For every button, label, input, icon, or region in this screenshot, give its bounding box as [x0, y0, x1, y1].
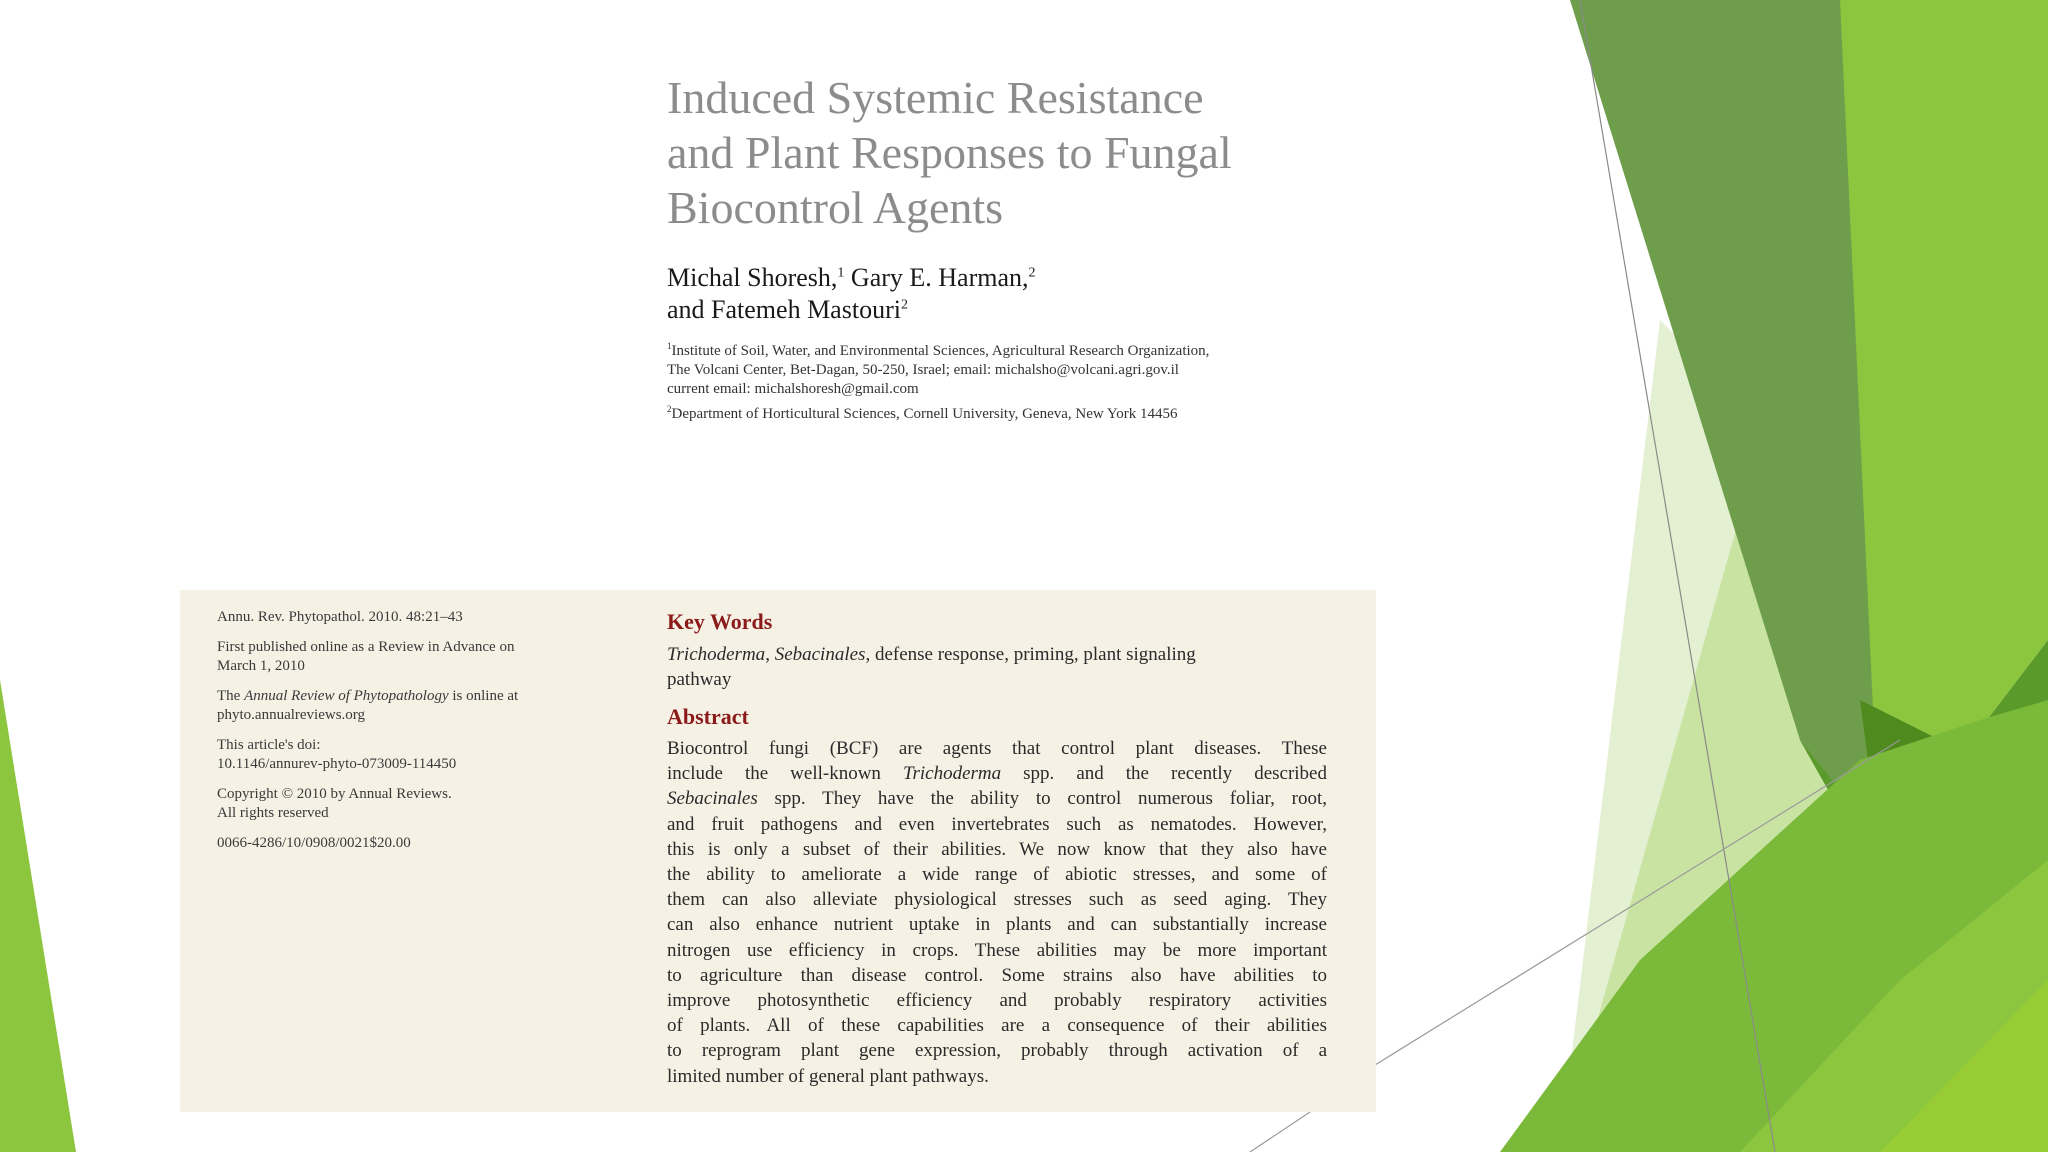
published-line: March 1, 2010 — [217, 658, 305, 674]
copyright-line: Copyright © 2010 by Annual Reviews. — [217, 786, 452, 802]
issn — [217, 834, 587, 853]
keyword-rest: , defense response, priming, plant signaling — [865, 644, 1196, 665]
abstract-heading: Abstract — [667, 704, 749, 729]
keyword: Trichoderma — [667, 644, 766, 665]
citation — [217, 608, 587, 627]
abstract-line: Biocontrol fungi (BCF) are agents that control plant diseases. These — [667, 738, 1327, 759]
abstract-taxon: Sebacinales — [667, 788, 758, 810]
author-affil-mark: 2 — [1028, 265, 1036, 281]
issn-text: 0066-4286/10/0908/0021$20.00 — [217, 835, 411, 851]
abstract-line: and fruit pathogens and even invertebrates such as nematodes. However, — [667, 813, 1327, 835]
abstract-line: them can also alleviate physiological stresses such as seed aging. They — [667, 889, 1327, 911]
author-affil-mark: 1 — [837, 265, 845, 281]
citation-text: Annu. Rev. Phytopathol. 2010. 48:21–43 — [217, 609, 463, 625]
author-line — [667, 294, 1367, 326]
title-line: Biocontrol Agents — [667, 182, 1004, 233]
abstract-line: to agriculture than disease control. Some strains also have abilities to — [667, 964, 1327, 986]
published-date — [217, 638, 587, 676]
title-line: Induced Systemic Resistance — [667, 72, 1204, 123]
doi-value: 10.1146/annurev-phyto-073009-114450 — [217, 756, 457, 772]
author-line — [667, 262, 1367, 294]
abstract-line — [667, 761, 1327, 786]
published-line: First published online as a Review in Advance on — [217, 639, 515, 655]
affiliation-text: Institute of Soil, Water, and Environmental Sciences, Agricultural Research Organization, — [671, 343, 1210, 359]
affiliation-1 — [667, 342, 1367, 399]
author-name: Gary E. Harman, — [844, 263, 1029, 292]
keywords-abstract-column — [667, 608, 1327, 1089]
author-list — [667, 262, 1367, 326]
online-post: is online at — [448, 688, 519, 704]
abstract-line: of plants. All of these capabilities are a consequence of their abilities — [667, 1015, 1327, 1037]
affiliation-line: current email: michalshoresh@gmail.com — [667, 381, 919, 397]
paper-title — [667, 70, 1387, 235]
affiliation-text: Department of Horticultural Sciences, Cornell University, Geneva, New York 14456 — [671, 406, 1178, 422]
affiliation-mark: 1 — [667, 341, 672, 351]
keywords-heading: Key Words — [667, 609, 773, 634]
abstract-fragment: spp. and the recently described — [1001, 763, 1327, 785]
doi — [217, 736, 587, 774]
abstract-line: nitrogen use efficiency in crops. These abilities may be more important — [667, 939, 1327, 961]
abstract-line: to reprogram plant gene expression, probably through activation of a — [667, 1040, 1327, 1062]
online-line — [217, 687, 587, 706]
copyright-line: All rights reserved — [217, 805, 329, 821]
abstract-line — [667, 786, 1327, 811]
journal-url: phyto.annualreviews.org — [217, 707, 366, 723]
author-affil-mark: 2 — [900, 297, 908, 313]
online-pre: The — [217, 688, 245, 704]
affiliation-mark: 2 — [667, 404, 672, 414]
abstract-line: this is only a subset of their abilities. We now know that they also have — [667, 838, 1327, 860]
abstract-line: the ability to ameliorate a wide range of abiotic stresses, and some of — [667, 864, 1327, 886]
abstract-text — [667, 736, 1327, 1089]
keywords-line: pathway — [667, 669, 732, 690]
abstract-line: can also enhance nutrient uptake in plants and can substantially increase — [667, 914, 1327, 936]
abstract-panel — [180, 590, 1376, 1112]
abstract-fragment: spp. They have the ability to control numerous foliar, root, — [757, 788, 1327, 810]
abstract-taxon: Trichoderma — [902, 763, 1002, 785]
publication-metadata — [217, 608, 587, 864]
copyright — [217, 785, 587, 823]
affiliation-line — [667, 342, 1367, 361]
abstract-line: limited number of general plant pathways. — [667, 1065, 989, 1087]
keyword-separator: , — [765, 644, 775, 665]
abstract-line: improve photosynthetic efficiency and probably respiratory activities — [667, 990, 1327, 1012]
keywords-line — [667, 642, 1327, 667]
keyword: Sebacinales — [774, 644, 866, 665]
affiliation-line: The Volcani Center, Bet-Dagan, 50-250, Israel; email: michalsho@volcani.agri.gov.il — [667, 362, 1179, 378]
author-name: and Fatemeh Mastouri — [667, 295, 901, 324]
journal-name: Annual Review of Phytopathology — [244, 688, 449, 704]
affiliation-line — [667, 405, 1367, 424]
online-availability — [217, 687, 587, 725]
title-line: and Plant Responses to Fungal — [667, 127, 1232, 178]
author-name: Michal Shoresh, — [667, 263, 838, 292]
affiliation-2 — [667, 405, 1367, 424]
abstract-fragment: include the well-known — [667, 763, 903, 785]
keywords-list — [667, 642, 1327, 692]
doi-label: This article's doi: — [217, 737, 321, 753]
